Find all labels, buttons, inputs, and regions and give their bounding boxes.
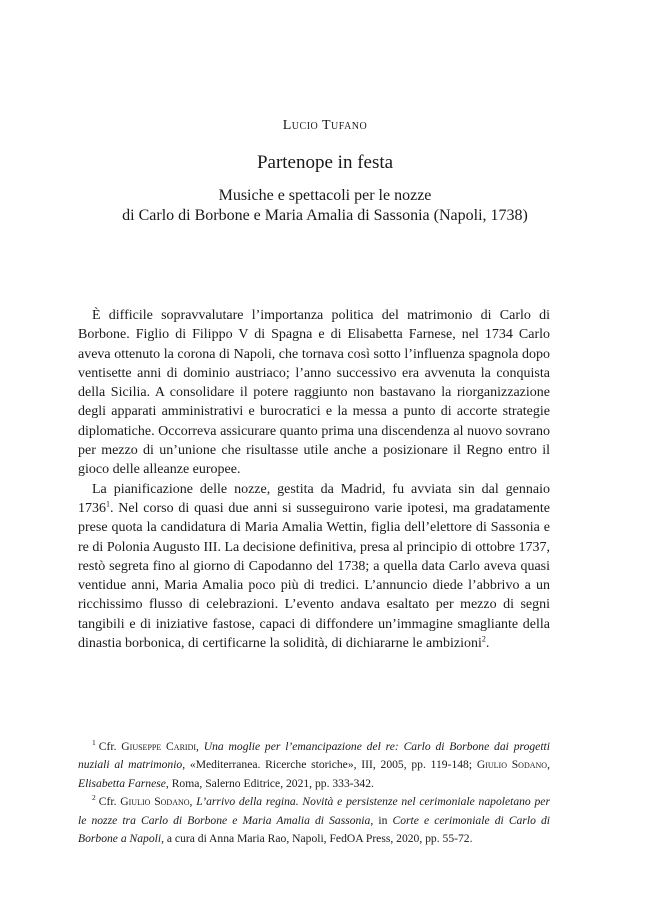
- footnote-2-text: , a cura di Anna Maria Rao, Napoli, FedOA Press, 2020, pp. 55-72.: [161, 832, 473, 846]
- footnote-1-title-1: Una moglie per l’emancipazione del re: Carlo di Borbone dai progetti nuziali al matrimonio: [78, 740, 550, 772]
- chapter-subtitle: [60, 186, 590, 226]
- footnote-ref-2: 2: [481, 634, 486, 644]
- footnote-1-text: , «Mediterranea. Ricerche storiche», III, 2005, pp. 119-148;: [182, 758, 477, 772]
- footnote-2-text: , in: [370, 813, 393, 827]
- author-name: Lucio Tufano: [282, 118, 368, 133]
- paragraph-2-text-b: . Nel corso di quasi due anni si susseguirono varie ipotesi, ma gradatamente prese quota la candidatura di Maria Amalia Wettin, figlia dell’elettore di Sassonia e re di Polonia Augusto III. La decisione definitiva, presa al principio di ottobre 1737, restò segreta fino al giorno di Capodanno del 1738; a quella data Carlo aveva quasi ventidue anni, Maria Amalia poco più di tredici. L’annuncio diede l’abbrivo a un ricchissimo flusso di celebrazioni. L’evento andava esaltato per mezzo di segni tangibili e di iniziative fastose, capaci di diffondere un’immagine smagliante della dinastia borbonica, di certificarne la solidità, di dichiararne le ambizioni: [78, 500, 550, 652]
- footnotes: [78, 738, 550, 848]
- body-text: [78, 306, 550, 653]
- chapter-title: Partenope in festa: [256, 152, 394, 173]
- footnote-2-title-1: L’arrivo della regina. Novità e persistenze nel cerimoniale napoletano per le nozze tra Carlo di Borbone e Maria Amalia di Sassonia: [78, 795, 550, 827]
- footnote-2-text: Cfr.: [98, 795, 121, 809]
- footnote-2-author-1: Giulio Sodano: [120, 795, 190, 809]
- footnote-1-author-1: Giuseppe Caridi: [121, 740, 197, 753]
- footnote-2-title-2: Corte e cerimoniale di Carlo di Borbone a Napoli: [78, 813, 550, 846]
- footnote-1-title-2: Elisabetta Farnese: [78, 776, 166, 790]
- paragraph-2-text-a: La pianificazione delle nozze, gestita da Madrid, fu avviata sin dal gennaio 1736: [78, 481, 550, 516]
- footnote-1-text: , Roma, Salerno Editrice, 2021, pp. 333-342.: [165, 776, 374, 790]
- paragraph-2: [78, 480, 550, 654]
- footnote-1-text: ,: [196, 740, 204, 753]
- footnote-1-number: 1: [92, 738, 96, 748]
- footnote-1: [78, 738, 550, 793]
- footnote-1-author-2: Giulio Sodano: [476, 758, 548, 772]
- footnote-ref-1: 1: [106, 499, 110, 509]
- subtitle-line-1: Musiche e spettacoli per le nozze: [218, 187, 432, 204]
- footnote-2-text: ,: [189, 795, 197, 809]
- footnote-1-text: ,: [547, 758, 550, 772]
- paragraph-2-end: .: [485, 636, 490, 652]
- paragraph-1: È difficile sopravvalutare l’importanza politica del matrimonio di Carlo di Borbone. Figlio di Filippo V di Spagna e di Elisabetta Farnese, nel 1734 Carlo aveva ottenuto la corona di Napoli, che tornava così sotto l’influenza spagnola dopo ventisette anni di dominio austriaco; l’anno successivo era avvenuta la conquista della Sicilia. A consolidare il potere raggiunto non bastavano la riorganizzazione degli apparati amministrativi e burocratici e la messa a punto di accorte strategie diplomatiche. Occorreva assicurare quanto prima una discendenza al nuovo sovrano per mezzo di un’unione che risultasse utile anche a posizionare il Regno entro il gioco delle alleanze europee.: [78, 308, 550, 478]
- footnote-2: [78, 793, 550, 848]
- subtitle-line-2: di Carlo di Borbone e Maria Amalia di Sassonia (Napoli, 1738): [122, 207, 528, 224]
- footnote-1-text: Cfr.: [98, 740, 122, 753]
- footnote-2-number: 2: [92, 793, 96, 803]
